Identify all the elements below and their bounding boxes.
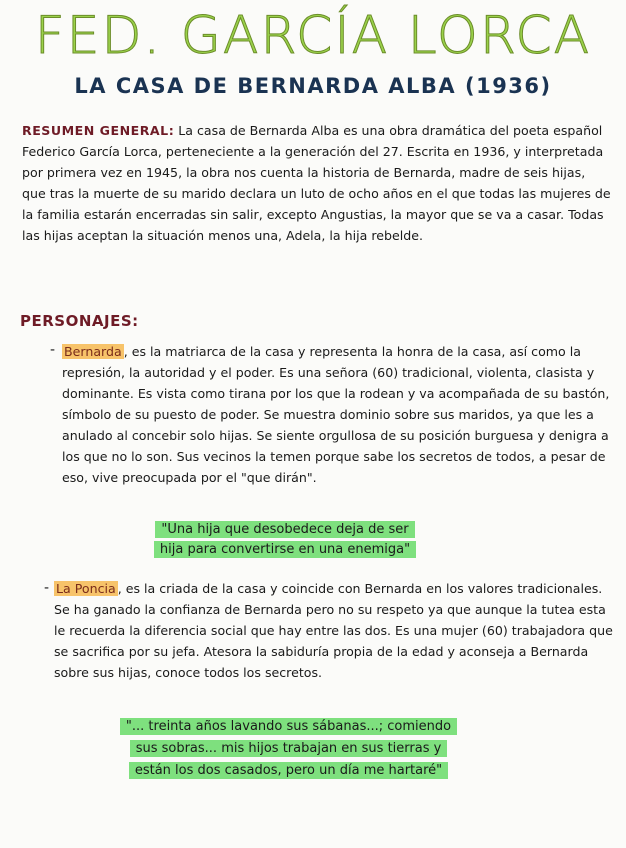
bernarda-bullet: - [50,342,56,358]
poncia-bullet: - [44,580,50,596]
bernarda-paragraph [62,341,614,488]
bernarda-text: , es la matriarca de la casa y representa la honra de la casa, así como la represión, la autoridad y el poder. Es una señora (60) tradicional, violenta, clasista y dominante. Es vista como tirana por los que la rodean y va acompañada de su bastón, símbolo de su puesto de poder. Se muestra dominio sobre sus maridos, ya que les a anulado al concebir solo hijas. Se siente orgullosa de su posición burguesa y denigra a los que no lo son. Sus vecinos la temen porque sabe los secretos de todos, a pesar de eso, vive preocupada por el "que dirán". [62,344,610,485]
poncia-quote [116,716,461,782]
bernarda-quote-text: "Una hija que desobedece deja de ser hija para convertirse en una enemiga" [154,521,416,558]
bernarda-quote [150,520,420,560]
bernarda-name: Bernarda [64,344,122,359]
poncia-quote-text: "... treinta años lavando sus sábanas...; comiendo sus sobras... mis hijos trabajan en sus tierras y están los dos casados, pero un día me hartaré" [120,718,457,779]
poncia-name: La Poncia [56,581,116,596]
page-subtitle: LA CASA DE BERNARDA ALBA (1936) [74,74,552,98]
poncia-paragraph [54,578,614,683]
resumen-paragraph [22,120,612,246]
page-title: FED. GARCÍA LORCA [34,6,592,66]
poncia-text: , es la criada de la casa y coincide con Bernarda en los valores tradicionales. Se ha ganado la confianza de Bernarda pero no su respeto ya que aunque la tutea esta le recuerda la diferencia social que hay entre las dos. Es una mujer (60) trabajadora que se sacrifica por su jefa. Atesora la sabiduría propia de la edad y aconseja a Bernarda sobre sus hijas, conoce todos los secretos. [54,581,613,680]
resumen-text: La casa de Bernarda Alba es una obra dramática del poeta español Federico García Lorca, perteneciente a la generación del 27. Escrita en 1936, y interpretada por primera vez en 1945, la obra nos cuenta la historia de Bernarda, madre de seis hijas, que tras la muerte de su marido declara un luto de ocho años en el que todas las mujeres de la familia estarán encerradas sin salir, excepto Angustias, la mayor que se va a casar. Todas las hijas aceptan la situación menos una, Adela, la hija rebelde. [22,123,611,243]
personajes-heading: PERSONAJES: [20,312,139,330]
resumen-label: RESUMEN GENERAL: [22,123,175,138]
